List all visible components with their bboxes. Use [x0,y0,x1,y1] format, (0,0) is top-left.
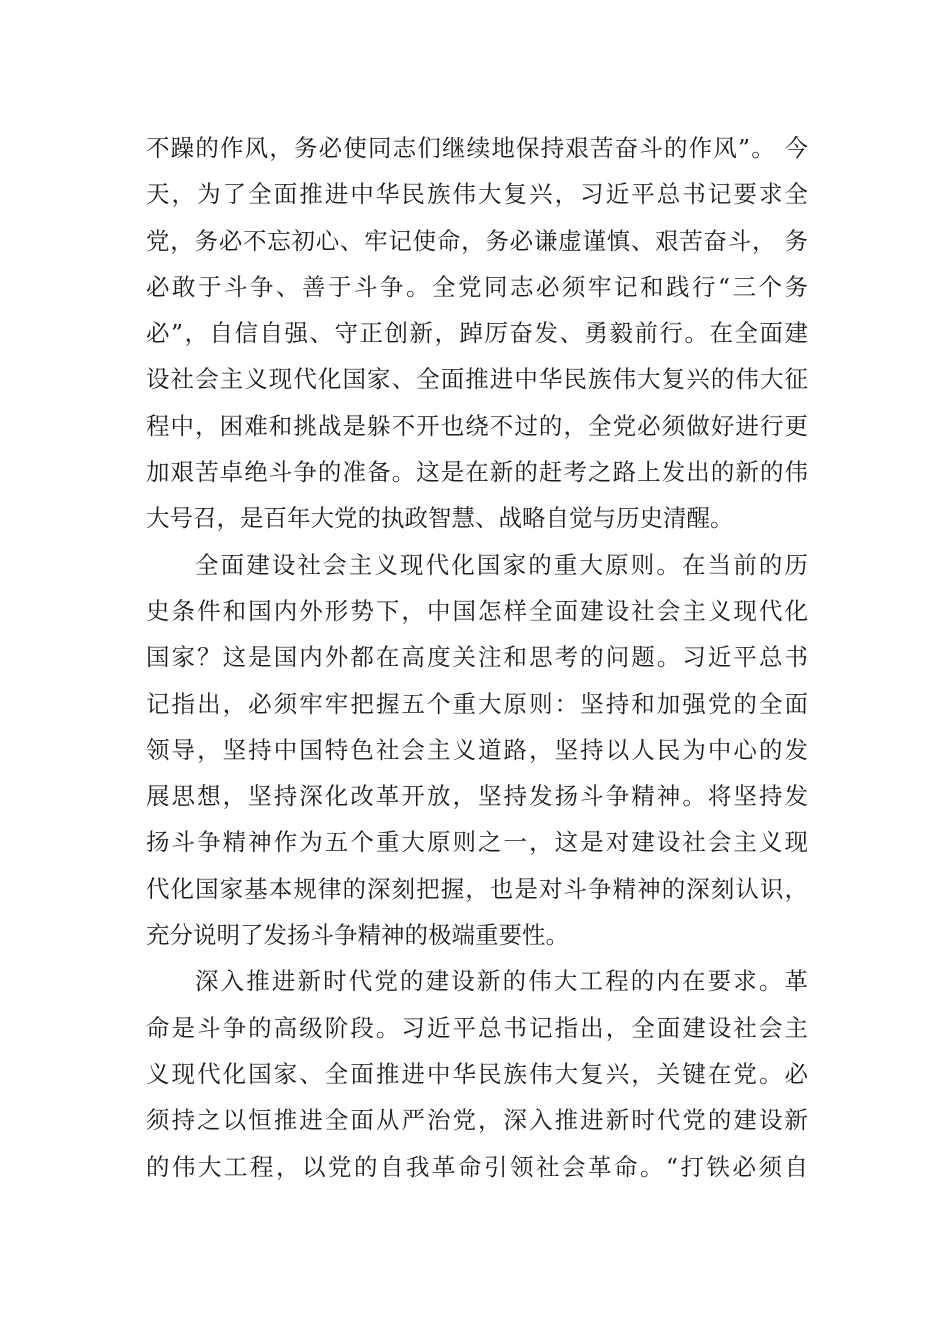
document-body [146,125,808,1190]
paragraph-2-line-8: 代化国家基本规律的深刻把握，也是对斗争精神的深刻认识， [146,874,808,903]
paragraph-3-line-2: 命是斗争的高级阶段。习近平总书记指出，全面建设社会主 [146,1013,808,1042]
paragraph-3-line-3: 义现代化国家、全面推进中华民族伟大复兴，关键在党。必 [146,1059,808,1088]
paragraph-2-line-6: 展思想，坚持深化改革开放，坚持发扬斗争精神。将坚持发 [146,782,808,811]
paragraph-2-line-5: 领导，坚持中国特色社会主义道路，坚持以人民为中心的发 [146,735,808,764]
paragraph-2-line-3: 国家？这是国内外都在高度关注和思考的问题。习近平总书 [146,643,808,672]
paragraph-1-line-3: 党，务必不忘初心、牢记使命，务必谦虚谨慎、艰苦奋斗， 务 [146,226,808,255]
paragraph-1-line-2: 天，为了全面推进中华民族伟大复兴，习近平总书记要求全 [146,180,808,209]
paragraph-1-line-8: 加艰苦卓绝斗争的准备。这是在新的赶考之路上发出的新的伟 [146,458,808,487]
paragraph-3-line-5: 的伟大工程，以党的自我革命引领社会革命。“打铁必须自 [146,1152,808,1181]
paragraph-3-line-4: 须持之以恒推进全面从严治党，深入推进新时代党的建设新 [146,1106,808,1135]
paragraph-1-line-1: 不躁的作风，务必使同志们继续地保持艰苦奋斗的作风”。 今 [146,134,808,162]
paragraph-2-line-4: 记指出，必须牢牢把握五个重大原则：坚持和加强党的全面 [146,689,808,718]
paragraph-1-line-9: 大号召，是百年大党的执政智慧、战略自觉与历史清醒。 [146,504,734,533]
paragraph-2-line-2: 史条件和国内外形势下，中国怎样全面建设社会主义现代化 [146,596,808,625]
paragraph-1-line-6: 设社会主义现代化国家、全面推进中华民族伟大复兴的伟大征 [146,365,808,394]
paragraph-2-line-9: 充分说明了发扬斗争精神的极端重要性。 [146,921,569,950]
paragraph-3-line-1: 深入推进新时代党的建设新的伟大工程的内在要求。革 [195,967,808,996]
paragraph-1-line-7: 程中，困难和挑战是躲不开也绕不过的，全党必须做好进行更 [146,411,808,440]
paragraph-1-line-5: 必”，自信自强、守正创新，踔厉奋发、勇毅前行。在全面建 [146,319,808,348]
paragraph-1-line-4: 必敢于斗争、善于斗争。全党同志必须牢记和践行“三个务 [146,272,808,301]
paragraph-2-line-1: 全面建设社会主义现代化国家的重大原则。在当前的历 [195,550,808,579]
paragraph-2-line-7: 扬斗争精神作为五个重大原则之一，这是对建设社会主义现 [146,828,808,857]
